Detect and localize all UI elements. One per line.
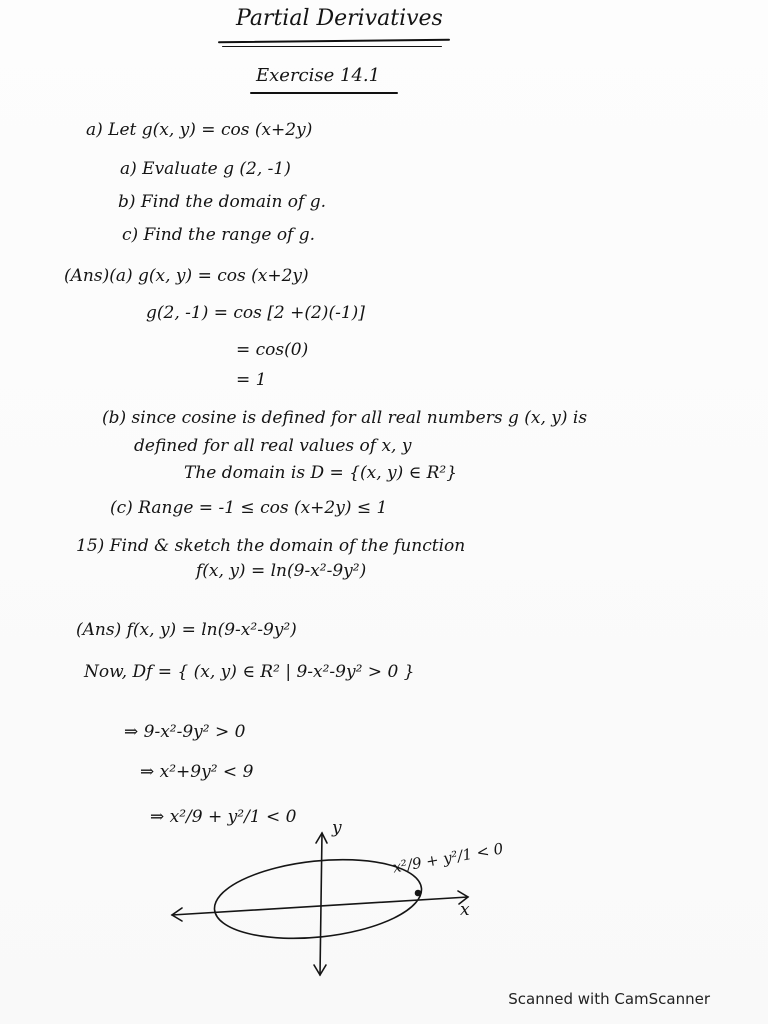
answer-1c-range: (c) Range = -1 ≤ cos (x+2y) ≤ 1 <box>110 498 388 518</box>
question-1-stem: a) Let g(x, y) = cos (x+2y) <box>86 120 313 140</box>
y-axis-label: y <box>332 818 342 838</box>
answer-1a-line-2: g(2, -1) = cos [2 +(2)(-1)] <box>146 303 365 323</box>
title-underline-2 <box>222 46 442 47</box>
ellipse-point <box>416 891 421 896</box>
exercise-heading: Exercise 14.1 <box>256 65 381 86</box>
ellipse-annotation: x²/9 + y²/1 < 0 <box>391 839 505 877</box>
question-15-function: f(x, y) = ln(9-x²-9y²) <box>196 561 367 581</box>
y-axis <box>320 833 322 975</box>
exercise-underline <box>250 92 398 94</box>
answer-15-step-2: ⇒ x²+9y² < 9 <box>140 762 254 782</box>
title-underline <box>218 39 450 43</box>
question-1-part-a: a) Evaluate g (2, -1) <box>120 159 291 179</box>
domain-sketch <box>150 815 510 990</box>
answer-1a-line-3: = cos(0) <box>236 340 309 360</box>
answer-1b-domain: The domain is D = {(x, y) ∈ R²} <box>184 463 458 483</box>
answer-1a-line-1: (Ans)(a) g(x, y) = cos (x+2y) <box>64 266 309 286</box>
page-title: Partial Derivatives <box>236 6 443 31</box>
answer-1a-line-4: = 1 <box>236 370 267 390</box>
scanner-watermark: Scanned with CamScanner <box>508 990 710 1008</box>
answer-15-domain-set: Now, Df = { (x, y) ∈ R² | 9-x²-9y² > 0 } <box>84 662 415 682</box>
answer-15-step-1: ⇒ 9-x²-9y² > 0 <box>124 722 246 742</box>
x-axis-label: x <box>460 900 470 920</box>
answer-15-step-3: ⇒ x²/9 + y²/1 < 0 <box>150 807 297 827</box>
answer-15-line-1: (Ans) f(x, y) = ln(9-x²-9y²) <box>76 620 297 640</box>
question-1-part-b: b) Find the domain of g. <box>118 192 327 212</box>
answer-1b-line-1: (b) since cosine is defined for all real numbers g (x, y) is <box>102 408 588 428</box>
question-15-line-1: 15) Find & sketch the domain of the function <box>76 536 466 556</box>
question-1-part-c: c) Find the range of g. <box>122 225 316 245</box>
answer-1b-line-2: defined for all real values of x, y <box>134 436 412 456</box>
